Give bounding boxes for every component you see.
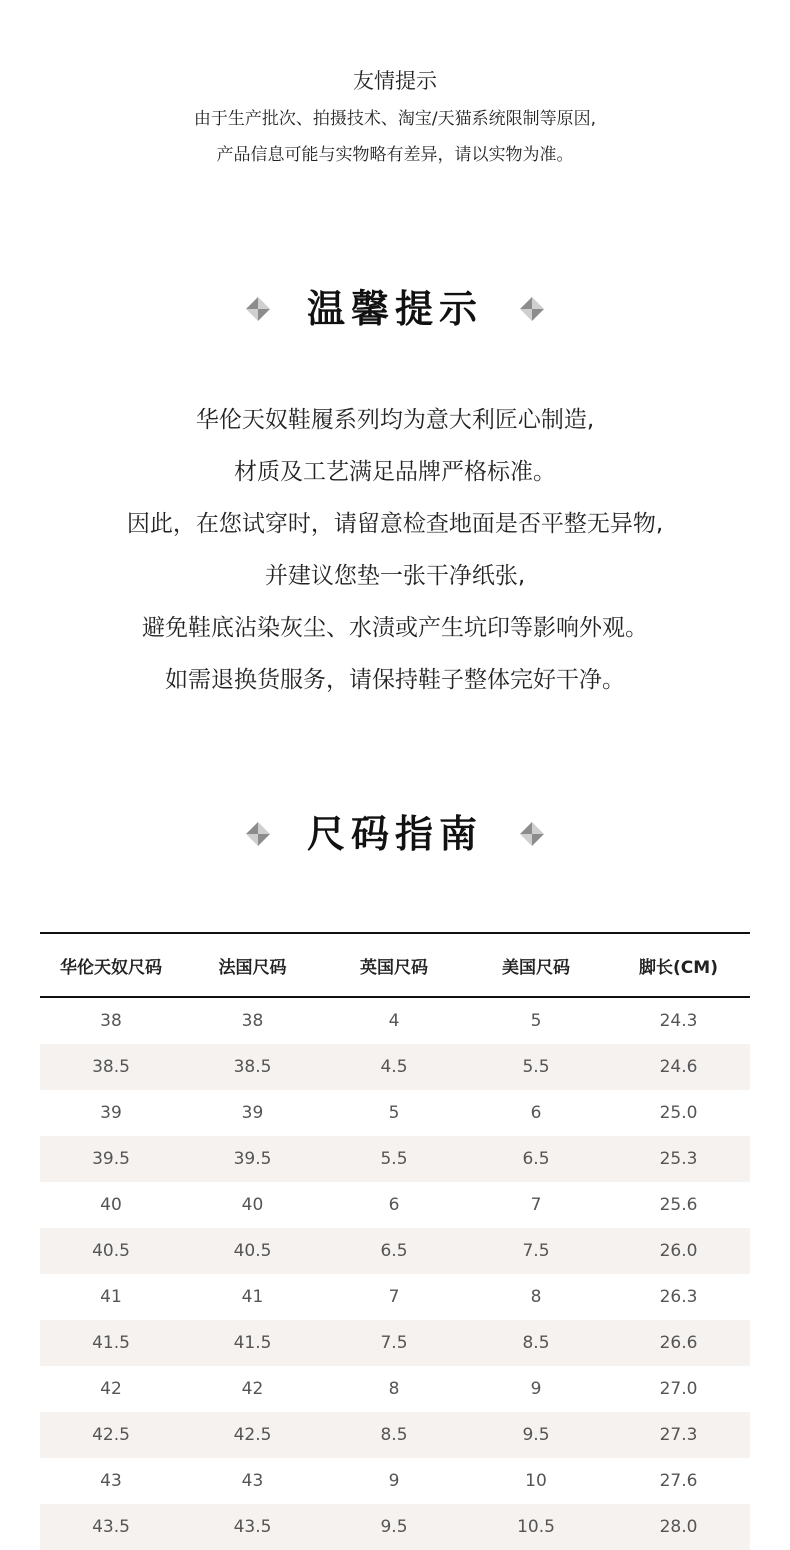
tip-line-2: 材质及工艺满足品牌严格标准。 <box>234 459 556 485</box>
cell-uk-size: 6 <box>388 1195 400 1215</box>
diamond-ornament-icon <box>520 822 544 846</box>
cell-fr-size: 40 <box>241 1195 264 1215</box>
tip-line-4: 并建议您垫一张干净纸张, <box>264 563 526 589</box>
cell-uk-size: 5 <box>388 1103 400 1123</box>
table-row <box>40 1274 750 1320</box>
cell-foot-length: 24.6 <box>607 1044 750 1090</box>
cell-valentino-size: 41 <box>100 1287 122 1307</box>
cell-valentino-size: 40 <box>100 1195 122 1215</box>
tip-line-3: 因此，在您试穿时，请留意检查地面是否平整无异物, <box>126 511 664 537</box>
cell-us-size: 6.5 <box>465 1136 607 1182</box>
diamond-ornament-icon <box>520 297 544 321</box>
tip-line-6: 如需退换货服务，请保持鞋子整体完好干净。 <box>165 667 625 693</box>
table-row <box>40 1044 750 1090</box>
cell-foot-length: 27.0 <box>659 1379 698 1399</box>
cell-fr-size: 41 <box>241 1287 264 1307</box>
cell-foot-length: 24.3 <box>659 1011 698 1031</box>
cell-fr-size: 43 <box>241 1471 264 1491</box>
cell-valentino-size: 42 <box>100 1379 122 1399</box>
cell-fr-size: 41.5 <box>182 1320 323 1366</box>
cell-fr-size: 38 <box>241 1011 264 1031</box>
cell-valentino-size: 43.5 <box>40 1504 182 1550</box>
cell-us-size: 9.5 <box>465 1412 607 1458</box>
cell-foot-length: 27.3 <box>607 1412 750 1458</box>
table-row <box>40 1228 750 1274</box>
size-guide-heading <box>0 804 790 864</box>
cell-uk-size: 5.5 <box>323 1136 465 1182</box>
cell-uk-size: 8.5 <box>323 1412 465 1458</box>
table-row <box>40 1504 750 1550</box>
header-foot-length: 脚长(CM) <box>607 933 750 997</box>
cell-foot-length: 26.6 <box>607 1320 750 1366</box>
cell-foot-length: 25.6 <box>659 1195 698 1215</box>
tips-heading <box>0 279 790 339</box>
cell-us-size: 9 <box>530 1379 542 1399</box>
tip-line-1: 华伦天奴鞋履系列均为意大利匠心制造, <box>195 407 595 433</box>
header-valentino-size: 华伦天奴尺码 <box>40 933 182 997</box>
cell-us-size: 10 <box>525 1471 547 1491</box>
notice-title: 友情提示 <box>353 69 437 93</box>
cell-valentino-size: 41.5 <box>40 1320 182 1366</box>
cell-us-size: 5 <box>530 1011 542 1031</box>
cell-uk-size: 7 <box>388 1287 400 1307</box>
cell-us-size: 8 <box>530 1287 542 1307</box>
table-row <box>40 1320 750 1366</box>
cell-fr-size: 43.5 <box>182 1504 323 1550</box>
cell-uk-size: 6.5 <box>323 1228 465 1274</box>
cell-foot-length: 25.0 <box>659 1103 698 1123</box>
cell-valentino-size: 38 <box>100 1011 122 1031</box>
cell-us-size: 8.5 <box>465 1320 607 1366</box>
header-fr-size: 法国尺码 <box>182 933 323 997</box>
size-guide-title: 尺码指南 <box>306 812 483 856</box>
cell-foot-length: 27.6 <box>659 1471 698 1491</box>
cell-fr-size: 42.5 <box>182 1412 323 1458</box>
cell-us-size: 7 <box>530 1195 542 1215</box>
cell-uk-size: 8 <box>388 1379 400 1399</box>
table-row <box>40 1458 750 1504</box>
cell-fr-size: 40.5 <box>182 1228 323 1274</box>
notice-line-1: 由于生产批次、拍摄技术、淘宝/天猫系统限制等原因, <box>193 109 597 129</box>
cell-uk-size: 7.5 <box>323 1320 465 1366</box>
cell-uk-size: 9.5 <box>323 1504 465 1550</box>
cell-foot-length: 25.3 <box>607 1136 750 1182</box>
table-row <box>40 997 750 1044</box>
cell-valentino-size: 42.5 <box>40 1412 182 1458</box>
cell-us-size: 5.5 <box>465 1044 607 1090</box>
cell-valentino-size: 39.5 <box>40 1136 182 1182</box>
size-table-header <box>40 933 750 997</box>
cell-uk-size: 4 <box>388 1011 400 1031</box>
cell-us-size: 6 <box>530 1103 542 1123</box>
table-row <box>40 1090 750 1136</box>
cell-valentino-size: 39 <box>100 1103 122 1123</box>
table-row <box>40 1182 750 1228</box>
cell-fr-size: 42 <box>241 1379 264 1399</box>
table-row <box>40 1366 750 1412</box>
header-uk-size: 英国尺码 <box>323 933 465 997</box>
cell-fr-size: 39.5 <box>182 1136 323 1182</box>
cell-valentino-size: 43 <box>100 1471 122 1491</box>
cell-uk-size: 9 <box>388 1471 400 1491</box>
header-us-size: 美国尺码 <box>465 933 607 997</box>
cell-foot-length: 26.3 <box>659 1287 698 1307</box>
notice-line-2: 产品信息可能与实物略有差异，请以实物为准。 <box>216 145 574 165</box>
table-row <box>40 1412 750 1458</box>
cell-uk-size: 4.5 <box>323 1044 465 1090</box>
cell-foot-length: 26.0 <box>607 1228 750 1274</box>
size-table <box>40 932 750 1550</box>
cell-valentino-size: 40.5 <box>40 1228 182 1274</box>
cell-fr-size: 38.5 <box>182 1044 323 1090</box>
cell-us-size: 7.5 <box>465 1228 607 1274</box>
cell-us-size: 10.5 <box>465 1504 607 1550</box>
tip-line-5: 避免鞋底沾染灰尘、水渍或产生坑印等影响外观。 <box>142 615 648 641</box>
table-row <box>40 1136 750 1182</box>
cell-foot-length: 28.0 <box>607 1504 750 1550</box>
tips-title: 温馨提示 <box>306 287 483 331</box>
cell-fr-size: 39 <box>241 1103 264 1123</box>
cell-valentino-size: 38.5 <box>40 1044 182 1090</box>
